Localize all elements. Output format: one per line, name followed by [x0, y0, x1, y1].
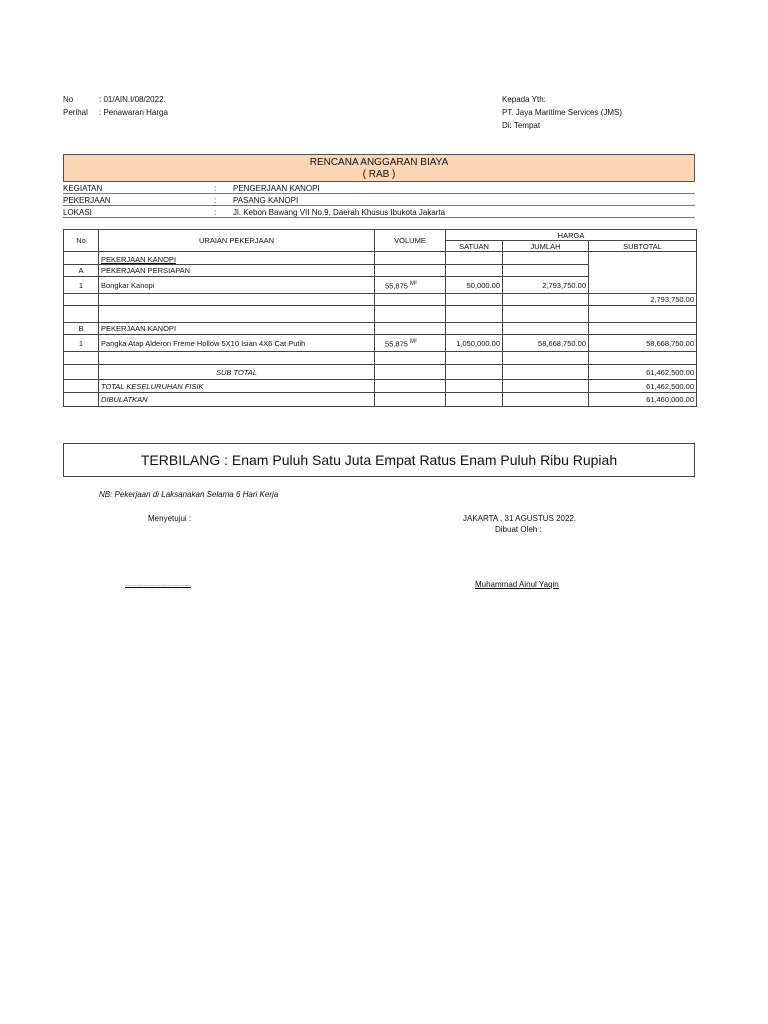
perihal-value: : Penawaran Harga — [99, 108, 168, 117]
row-jumlah: 58,668,750.00 — [503, 335, 589, 352]
table-row — [64, 294, 697, 306]
section-title: PEKERJAAN KANOPI — [101, 255, 177, 264]
unit-label: M² — [410, 280, 418, 287]
perihal-label: Perihal — [63, 108, 88, 117]
approval-label: Menyetujui : — [148, 514, 192, 523]
recipient-company: PT. Jaya Maritime Services (JMS) — [502, 108, 623, 117]
info-label: PEKERJAAN — [63, 196, 111, 205]
info-divider — [63, 193, 695, 194]
rab-title: RENCANA ANGGARAN BIAYA — [309, 157, 449, 168]
rounded-row — [64, 393, 697, 407]
info-sep: : — [214, 196, 217, 205]
prepared-by-label: Dibuat Oleh : — [495, 525, 542, 534]
row-subtotal: 58,668,750.00 — [589, 335, 697, 352]
amount-in-words: TERBILANG : Enam Puluh Satu Juta Empat Ratus Enam Puluh Ribu Rupiah — [63, 443, 695, 477]
col-uraian-header: URAIAN PEKERJAAN — [99, 230, 375, 252]
approver-signature-line: …………………………… — [125, 582, 191, 588]
table-header-row — [64, 230, 697, 241]
rounded-value: 61,460,000.00 — [589, 393, 697, 407]
info-value: PENGERJAAN KANOPI — [233, 184, 320, 193]
info-label: LOKASI — [63, 208, 92, 217]
col-harga-header: HARGA — [446, 230, 697, 241]
row-desc: PEKERJAAN KANOPI — [99, 323, 375, 335]
row-no: 1 — [64, 277, 99, 294]
row-no: 1 — [64, 335, 99, 352]
work-note: NB: Pekerjaan di Laksanakan Selama 6 Hari Kerja — [99, 490, 279, 499]
rounded-label: DIBULATKAN — [99, 393, 375, 407]
row-satuan: 1,050,000.00 — [446, 335, 503, 352]
info-sep: : — [214, 208, 217, 217]
preparer-name: Muhammad Ainul Yaqin — [475, 580, 559, 589]
col-subtotal-header: SUBTOTAL — [589, 241, 697, 252]
row-no: B — [64, 323, 99, 335]
info-value: PASANG KANOPI — [233, 196, 299, 205]
col-no-header: No — [64, 230, 99, 252]
table-row — [64, 335, 697, 352]
recipient-greeting: Kepada Yth: — [502, 95, 546, 104]
rab-title-box — [63, 154, 695, 182]
row-satuan: 50,000.00 — [446, 277, 503, 294]
no-label: No — [63, 95, 74, 104]
row-desc: PEKERJAAN PERSIAPAN — [99, 265, 375, 277]
row-volume: 55,875 $^{M^2}$ — [375, 335, 446, 352]
subtotal-label: SUB TOTAL — [99, 365, 375, 380]
row-subtotal: 2,793,750.00 — [589, 294, 697, 306]
table-row — [64, 306, 697, 323]
col-satuan-header: SATUAN — [446, 241, 503, 252]
info-divider — [63, 205, 695, 206]
table-row — [64, 252, 697, 265]
project-info — [63, 183, 695, 219]
recipient-place: Di: Tempat — [502, 121, 541, 130]
total-value: 61,462,500.00 — [589, 380, 697, 393]
row-desc: Pangka Atap Alderon Freme Hollow 5X10 Isian 4X6 Cat Putih — [99, 335, 375, 352]
unit-label: M² — [410, 338, 418, 345]
col-volume-header: VOLUME — [375, 230, 446, 252]
no-value: : 01/AIN.I/08/2022. — [99, 95, 166, 104]
row-desc: Bongkar Kanopi — [99, 277, 375, 294]
subtotal-value: 61,462,500.00 — [589, 365, 697, 380]
document-date: JAKARTA , 31 AGUSTUS 2022. — [463, 514, 577, 523]
total-label: TOTAL KESELURUHAN FISIK — [99, 380, 375, 393]
rab-table — [63, 229, 697, 407]
subtotal-row — [64, 365, 697, 380]
total-row — [64, 380, 697, 393]
row-jumlah: 2,793,750.00 — [503, 277, 589, 294]
col-jumlah-header: JUMLAH — [503, 241, 589, 252]
table-row — [64, 323, 697, 335]
rab-subtitle: ( RAB ) — [362, 169, 396, 180]
info-divider — [63, 217, 695, 218]
info-value: Jl. Kebon Bawang VII No.9, Daerah Khusus Ibukota Jakarta — [233, 208, 446, 217]
info-sep: : — [214, 184, 217, 193]
table-row — [64, 352, 697, 365]
row-no: A — [64, 265, 99, 277]
info-label: KEGIATAN — [63, 184, 103, 193]
row-volume: 55,875 $^{M^2}$ — [375, 277, 446, 294]
